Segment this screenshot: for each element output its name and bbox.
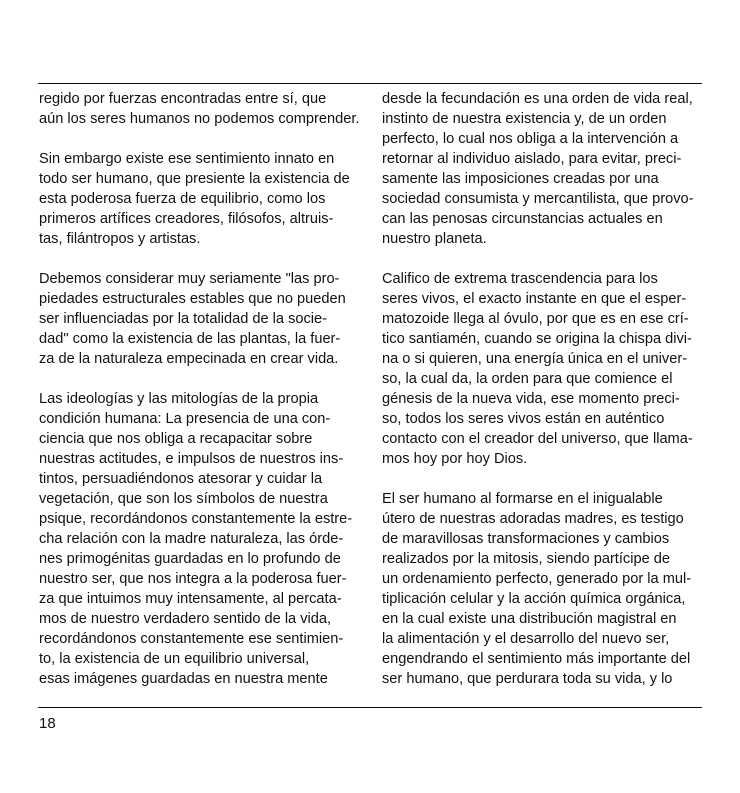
- text-line: tas, filántropos y artistas.: [39, 231, 201, 247]
- page-number: 18: [39, 715, 56, 732]
- text-line: recordándonos constantemente ese sentimien-: [39, 631, 344, 647]
- bottom-rule: [38, 707, 702, 708]
- text-line: primeros artífices creadores, filósofos, altruis-: [39, 211, 334, 227]
- text-line: El ser humano al formarse en el inigualable: [382, 491, 663, 507]
- text-line: tiplicación celular y la acción química orgánica,: [382, 591, 686, 607]
- paragraph: [382, 89, 704, 249]
- text-line: vegetación, que son los símbolos de nuestra: [39, 491, 328, 507]
- paragraph-gap: [39, 369, 361, 389]
- text-line: matozoide llega al óvulo, por que es en ese crí-: [382, 311, 689, 327]
- paragraph: [39, 149, 361, 249]
- text-line: contacto con el creador del universo, que llama-: [382, 431, 693, 447]
- text-line: perfecto, lo cual nos obliga a la intervención a: [382, 131, 679, 147]
- paragraph: [382, 269, 704, 469]
- text-line: desde la fecundación es una orden de vida real,: [382, 91, 693, 107]
- paragraph: [39, 269, 361, 369]
- text-line: piedades estructurales estables que no pueden: [39, 291, 346, 307]
- text-line: to, la existencia de un equilibrio universal,: [39, 651, 310, 667]
- text-line: can las penosas circunstancias actuales en: [382, 211, 663, 227]
- text-line: aún los seres humanos no podemos comprender.: [39, 111, 360, 127]
- text-line: nuestro planeta.: [382, 231, 487, 247]
- text-line: Las ideologías y las mitologías de la propia: [39, 391, 319, 407]
- text-line: nuestro ser, que nos integra a la poderosa fuer-: [39, 571, 347, 587]
- text-line: la alimentación y el desarrollo del nuevo ser,: [382, 631, 670, 647]
- text-line: so, la cual da, la orden para que comience el: [382, 371, 673, 387]
- text-line: engendrando el sentimiento más importante del: [382, 651, 691, 667]
- paragraph: [382, 489, 704, 689]
- text-line: en la cual existe una distribución magistral en: [382, 611, 677, 627]
- text-line: ser influenciadas por la totalidad de la socie-: [39, 311, 327, 327]
- text-line: za que intuimos muy intensamente, al percata-: [39, 591, 342, 607]
- text-line: cha relación con la madre naturaleza, las órde-: [39, 531, 344, 547]
- text-line: na o si quieren, una energía única en el univer-: [382, 351, 688, 367]
- paragraph: [39, 389, 361, 689]
- text-line: Sin embargo existe ese sentimiento innato en: [39, 151, 335, 167]
- text-line: todo ser humano, que presiente la existencia de: [39, 171, 350, 187]
- text-line: nuestras actitudes, e impulsos de nuestros ins-: [39, 451, 344, 467]
- text-line: esta poderosa fuerza de equilibrio, como los: [39, 191, 326, 207]
- paragraph-gap: [382, 469, 704, 489]
- text-line: samente las imposiciones creadas por una: [382, 171, 659, 187]
- right-column: [382, 89, 704, 689]
- text-line: Califico de extrema trascendencia para los: [382, 271, 658, 287]
- text-line: dad" como la existencia de las plantas, la fuer-: [39, 331, 341, 347]
- text-line: de maravillosas transformaciones y cambios: [382, 531, 670, 547]
- text-line: un ordenamiento perfecto, generado por la mul-: [382, 571, 692, 587]
- text-line: retornar al individuo aislado, para evitar, preci-: [382, 151, 682, 167]
- text-line: sociedad consumista y mercantilista, que provo-: [382, 191, 694, 207]
- text-line: Debemos considerar muy seriamente "las pro-: [39, 271, 340, 287]
- text-line: nes primogénitas guardadas en lo profundo de: [39, 551, 341, 567]
- text-line: instinto de nuestra existencia y, de un orden: [382, 111, 667, 127]
- text-line: realizados por la mitosis, siendo partícipe de: [382, 551, 670, 567]
- text-line: so, todos los seres vivos están en auténtico: [382, 411, 665, 427]
- text-line: tico santiamén, cuando se origina la chispa divi-: [382, 331, 692, 347]
- text-line: tintos, persuadiéndonos atesorar y cuidar la: [39, 471, 323, 487]
- paragraph-gap: [382, 249, 704, 269]
- text-line: seres vivos, el exacto instante en que el esper-: [382, 291, 687, 307]
- text-line: za de la naturaleza empecinada en crear vida.: [39, 351, 339, 367]
- text-line: mos de nuestro verdadero sentido de la vida,: [39, 611, 332, 627]
- text-line: ser humano, que perdurara toda su vida, y lo: [382, 671, 673, 687]
- text-line: esas imágenes guardadas en nuestra mente: [39, 671, 328, 687]
- text-line: regido por fuerzas encontradas entre sí, que: [39, 91, 327, 107]
- paragraph-gap: [39, 129, 361, 149]
- left-column: [39, 89, 361, 689]
- paragraph-gap: [39, 249, 361, 269]
- text-line: mos hoy por hoy Dios.: [382, 451, 528, 467]
- text-line: útero de nuestras adoradas madres, es testigo: [382, 511, 684, 527]
- text-line: psique, recordándonos constantemente la estre-: [39, 511, 353, 527]
- text-line: condición humana: La presencia de una con-: [39, 411, 331, 427]
- paragraph: [39, 89, 361, 129]
- top-rule: [38, 83, 702, 84]
- text-line: ciencia que nos obliga a recapacitar sobre: [39, 431, 313, 447]
- text-line: génesis de la nueva vida, ese momento preci-: [382, 391, 680, 407]
